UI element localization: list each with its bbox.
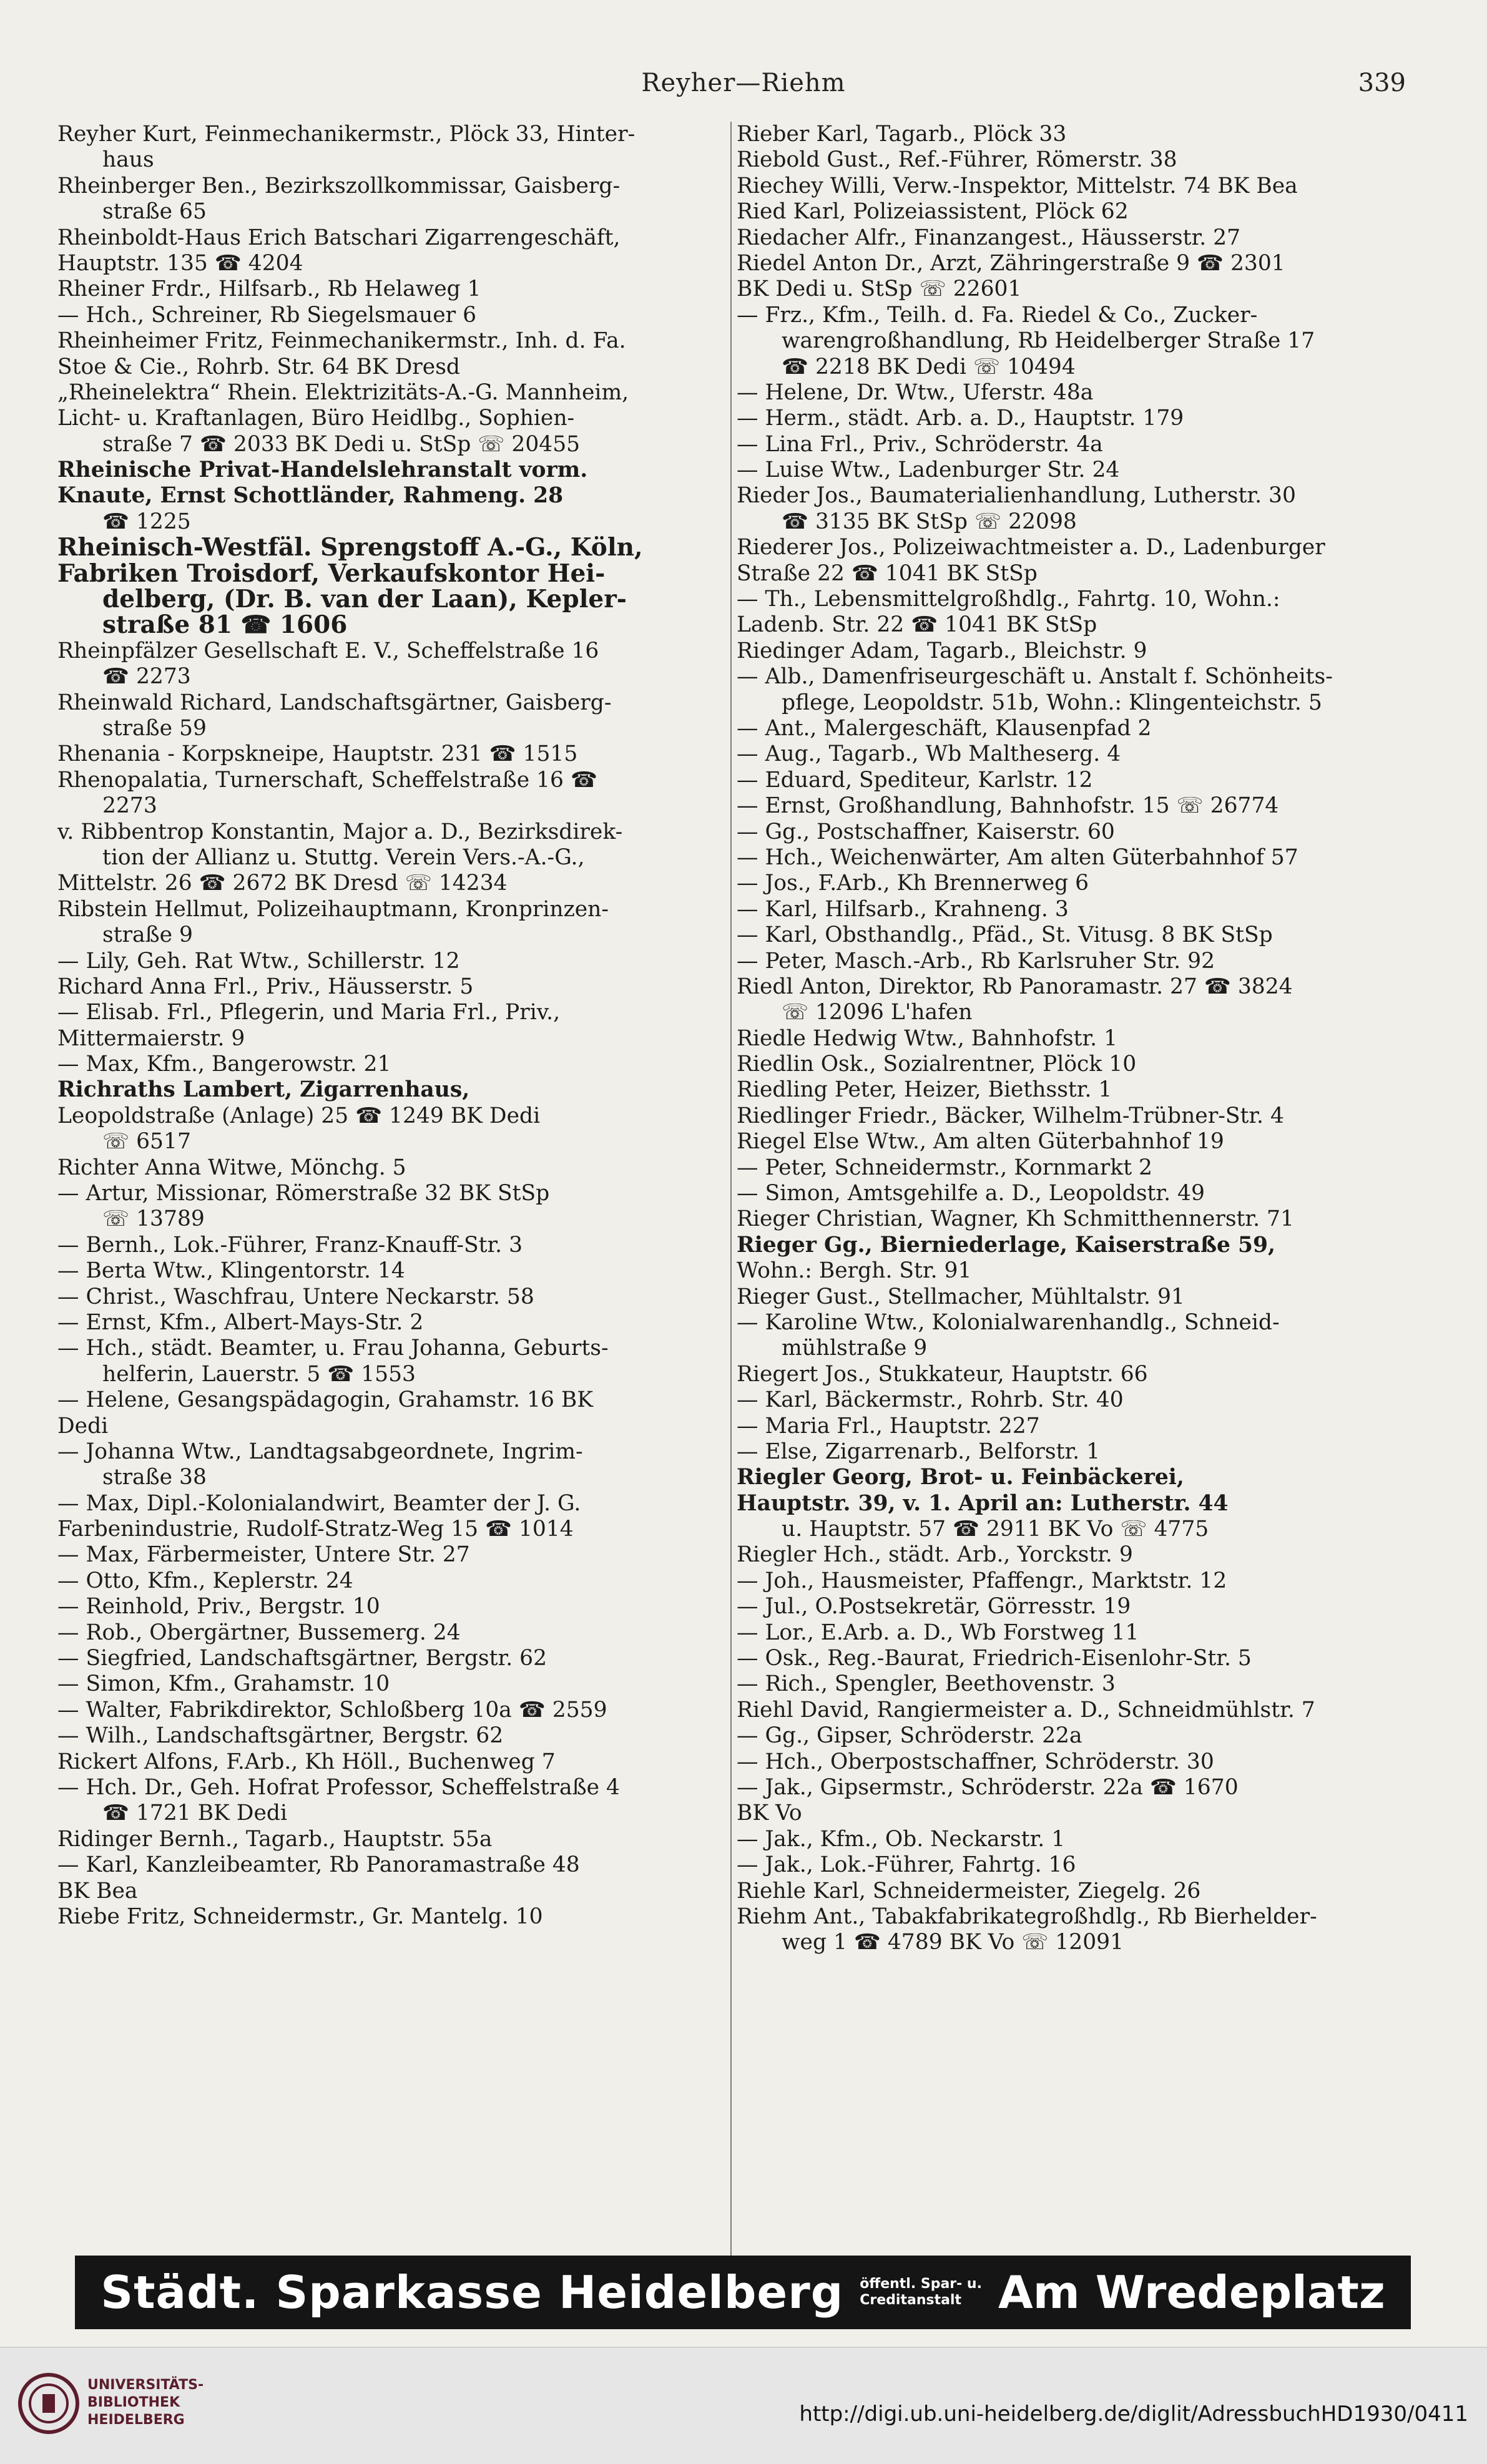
directory-entry-line: straße 7 ☎ 2033 BK Dedi u. StSp ☏ 20455	[102, 431, 581, 457]
directory-entry-line: — Ernst, Großhandlung, Bahnhofstr. 15 ☏ 26774	[737, 793, 1279, 819]
directory-entry-line: haus	[102, 147, 154, 173]
directory-entry-line: pflege, Leopoldstr. 51b, Wohn.: Klingenteichstr. 5	[782, 690, 1322, 715]
directory-entry-line: Rheiner Frdr., Hilfsarb., Rb Helaweg 1	[57, 276, 481, 302]
directory-entry-line: Rheinberger Ben., Bezirkszollkommissar, Gaisberg-	[57, 173, 621, 198]
directory-entry-line: — Max, Kfm., Bangerowstr. 21	[57, 1052, 391, 1077]
library-name-line-2: BIBLIOTHEK	[87, 2395, 180, 2410]
advertisement-banner	[75, 2256, 1411, 2329]
directory-entry-line: Riehm Ant., Tabakfabrikategroßhdlg., Rb Bierhelder-	[737, 1904, 1317, 1929]
directory-entry-line: — Johanna Wtw., Landtagsabgeordnete, Ingrim-	[57, 1439, 583, 1464]
directory-entry-line: Ribstein Hellmut, Polizeihauptmann, Kronprinzen-	[57, 896, 609, 922]
directory-entry-line: — Herm., städt. Arb. a. D., Hauptstr. 179	[737, 406, 1184, 431]
ad-middle-line-2: Creditanstalt	[860, 2292, 962, 2308]
directory-entry-line: Hauptstr. 39, v. 1. April an: Lutherstr. 44	[737, 1490, 1229, 1516]
directory-entry-line: ☎ 1721 BK Dedi	[102, 1801, 287, 1826]
directory-entry-line: straße 38	[102, 1465, 207, 1490]
viewer-footer	[0, 2347, 1487, 2464]
directory-entry-line: Hauptstr. 135 ☎ 4204	[57, 250, 303, 276]
directory-entry-line: — Berta Wtw., Klingentorstr. 14	[57, 1258, 405, 1284]
directory-entry-line: Ridinger Bernh., Tagarb., Hauptstr. 55a	[57, 1826, 493, 1852]
directory-entry-line: Rhenopalatia, Turnerschaft, Scheffelstraße 16 ☎	[57, 767, 597, 793]
directory-entry-line: — Lina Frl., Priv., Schröderstr. 4a	[737, 431, 1103, 457]
directory-entry-line: — Jos., F.Arb., Kh Brennerweg 6	[737, 871, 1089, 896]
directory-entry-line: Riechey Willi, Verw.-Inspektor, Mittelstr. 74 BK Bea	[737, 173, 1298, 198]
directory-entry-line: Rheinisch-Westfäl. Sprengstoff A.-G., Köln,	[57, 533, 643, 562]
directory-entry-line: — Karl, Hilfsarb., Krahneng. 3	[737, 896, 1069, 922]
directory-entry-line: helferin, Lauerstr. 5 ☎ 1553	[102, 1361, 416, 1387]
directory-entry-line: ☏ 13789	[102, 1206, 205, 1232]
directory-entry-line: — Lily, Geh. Rat Wtw., Schillerstr. 12	[57, 948, 460, 974]
directory-entry-line: — Lor., E.Arb. a. D., Wb Forstweg 11	[737, 1620, 1139, 1645]
directory-entry-line: „Rheinelektra“ Rhein. Elektrizitäts-A.-G. Mannheim,	[57, 379, 629, 405]
directory-entry-line: — Artur, Missionar, Römerstraße 32 BK StSp	[57, 1181, 550, 1206]
directory-entry-line: Rheinische Privat-Handelslehranstalt vorm.	[57, 457, 588, 483]
directory-entry-line: BK Dedi u. StSp ☏ 22601	[737, 276, 1022, 302]
ad-middle-text	[860, 2276, 982, 2309]
directory-entry-line: Riehle Karl, Schneidermeister, Ziegelg. 26	[737, 1878, 1201, 1904]
directory-entry-line: Wohn.: Bergh. Str. 91	[737, 1258, 972, 1284]
ad-left-text: Städt. Sparkasse Heidelberg	[101, 2266, 844, 2319]
directory-entry-line: — Alb., Damenfriseurgeschäft u. Anstalt f. Schönheits-	[737, 664, 1333, 690]
directory-entry-line: — Aug., Tagarb., Wb Maltheserg. 4	[737, 741, 1121, 767]
directory-entry-line: Rieger Christian, Wagner, Kh Schmitthennerstr. 71	[737, 1206, 1294, 1232]
ad-middle-line-1: öffentl. Spar- u.	[860, 2276, 982, 2292]
directory-entry-line: Mittermaierstr. 9	[57, 1025, 245, 1051]
directory-entry-line: — Max, Dipl.-Kolonialandwirt, Beamter der J. G.	[57, 1490, 581, 1516]
directory-entry-line: — Simon, Amtsgehilfe a. D., Leopoldstr. 49	[737, 1181, 1205, 1206]
directory-entry-line: Richter Anna Witwe, Mönchg. 5	[57, 1155, 406, 1180]
directory-entry-line: — Helene, Dr. Wtw., Uferstr. 48a	[737, 379, 1094, 405]
directory-entry-line: Riegler Hch., städt. Arb., Yorckstr. 9	[737, 1542, 1133, 1568]
directory-entry-line: ☎ 3135 BK StSp ☏ 22098	[782, 509, 1077, 534]
directory-entry-line: Riegel Else Wtw., Am alten Güterbahnhof 19	[737, 1129, 1224, 1155]
source-url-link[interactable]: http://digi.ub.uni-heidelberg.de/diglit/AdressbuchHD1930/0411	[799, 2402, 1468, 2427]
directory-entry-line: straße 9	[102, 922, 194, 948]
directory-entry-line: — Christ., Waschfrau, Untere Neckarstr. 58	[57, 1284, 534, 1309]
directory-entry-line: ☎ 2273	[102, 664, 191, 690]
directory-entry-line: — Helene, Gesangspädagogin, Grahamstr. 16 BK	[57, 1387, 594, 1413]
directory-entry-line: — Peter, Schneidermstr., Kornmarkt 2	[737, 1155, 1152, 1180]
left-column	[57, 122, 682, 1930]
directory-entry-line: — Ant., Malergeschäft, Klausenpfad 2	[737, 715, 1152, 741]
directory-entry-line: — Frz., Kfm., Teilh. d. Fa. Riedel & Co., Zucker-	[737, 302, 1258, 328]
directory-entry-line: — Rich., Spengler, Beethovenstr. 3	[737, 1671, 1116, 1697]
directory-entry-line: — Gg., Gipser, Schröderstr. 22a	[737, 1723, 1082, 1749]
directory-entry-line: Rheinboldt-Haus Erich Batschari Zigarrengeschäft,	[57, 225, 621, 250]
directory-entry-line: mühlstraße 9	[782, 1336, 928, 1361]
directory-entry-line: — Reinhold, Priv., Bergstr. 10	[57, 1594, 380, 1620]
directory-entry-line: Rhenania - Korpskneipe, Hauptstr. 231 ☎ 1515	[57, 741, 578, 767]
directory-entry-line: — Hch. Dr., Geh. Hofrat Professor, Scheffelstraße 4	[57, 1775, 620, 1800]
directory-entry-line: Fabriken Troisdorf, Verkaufskontor Hei-	[57, 559, 606, 588]
directory-entry-line: ☏ 12096 L'hafen	[782, 1000, 973, 1025]
page-number: 339	[1358, 69, 1406, 97]
directory-entry-line: — Elisab. Frl., Pflegerin, und Maria Frl., Priv.,	[57, 1000, 561, 1025]
directory-entry-line: v. Ribbentrop Konstantin, Major a. D., Bezirksdirek-	[57, 819, 623, 844]
library-name-line-3: HEIDELBERG	[87, 2412, 185, 2428]
ad-right-text: Am Wredeplatz	[998, 2266, 1385, 2319]
directory-entry-line: — Karl, Obsthandlg., Pfäd., St. Vitusg. 8 BK StSp	[737, 922, 1273, 948]
directory-entry-line: — Hch., Schreiner, Rb Siegelsmauer 6	[57, 302, 477, 328]
running-head: Reyher—Riehm	[641, 69, 846, 97]
directory-entry-line: Riedlin Osk., Sozialrentner, Plöck 10	[737, 1052, 1137, 1077]
column-divider	[730, 122, 732, 2262]
directory-entry-line: Straße 22 ☎ 1041 BK StSp	[737, 560, 1038, 586]
directory-entry-line: Rheinheimer Fritz, Feinmechanikermstr., Inh. d. Fa.	[57, 328, 626, 354]
directory-entry-line: — Otto, Kfm., Keplerstr. 24	[57, 1568, 353, 1593]
directory-entry-line: Riebe Fritz, Schneidermstr., Gr. Mantelg. 10	[57, 1904, 543, 1929]
directory-entry-line: — Max, Färbermeister, Untere Str. 27	[57, 1542, 470, 1568]
directory-entry-line: Rieder Jos., Baumaterialienhandlung, Lutherstr. 30	[737, 483, 1296, 509]
directory-entry-line: — Karl, Kanzleibeamter, Rb Panoramastraße 48	[57, 1852, 580, 1878]
directory-entry-line: Rheinpfälzer Gesellschaft E. V., Scheffelstraße 16	[57, 638, 599, 663]
directory-entry-line: Rickert Alfons, F.Arb., Kh Höll., Buchenweg 7	[57, 1749, 556, 1774]
directory-entry-line: — Walter, Fabrikdirektor, Schloßberg 10a ☎ 2559	[57, 1697, 607, 1723]
directory-entry-line: — Ernst, Kfm., Albert-Mays-Str. 2	[57, 1309, 424, 1335]
directory-entry-line: delberg, (Dr. B. van der Laan), Kepler-	[102, 585, 627, 614]
library-seal-icon	[17, 2369, 80, 2438]
directory-entry-line: Richraths Lambert, Zigarrenhaus,	[57, 1077, 470, 1103]
directory-entry-line: Rheinwald Richard, Landschaftsgärtner, Gaisberg-	[57, 690, 612, 715]
directory-entry-line: Leopoldstraße (Anlage) 25 ☎ 1249 BK Dedi	[57, 1103, 541, 1128]
directory-entry-line: Dedi	[57, 1413, 109, 1439]
directory-entry-line: ☏ 6517	[102, 1129, 191, 1155]
directory-entry-line: Ladenb. Str. 22 ☎ 1041 BK StSp	[737, 612, 1097, 638]
directory-entry-line: — Jak., Gipsermstr., Schröderstr. 22a ☎ 1670	[737, 1775, 1239, 1800]
directory-entry-line: BK Vo	[737, 1801, 802, 1826]
library-name-line-1: UNIVERSITÄTS-	[87, 2377, 204, 2393]
directory-entry-line: Mittelstr. 26 ☎ 2672 BK Dresd ☏ 14234	[57, 871, 508, 896]
directory-entry-line: 2273	[102, 793, 157, 819]
directory-entry-line: Reyher Kurt, Feinmechanikermstr., Plöck 33, Hinter-	[57, 122, 636, 147]
directory-entry-line: — Karl, Bäckermstr., Rohrb. Str. 40	[737, 1387, 1124, 1413]
directory-entry-line: straße 59	[102, 715, 207, 741]
directory-entry-line: Licht- u. Kraftanlagen, Büro Heidlbg., Sophien-	[57, 406, 575, 431]
library-name	[87, 2377, 204, 2429]
directory-entry-line: Riehl David, Rangiermeister a. D., Schneidmühlstr. 7	[737, 1697, 1315, 1723]
directory-entry-line: — Luise Wtw., Ladenburger Str. 24	[737, 457, 1120, 483]
directory-entry-line: — Bernh., Lok.-Führer, Franz-Knauff-Str. 3	[57, 1232, 523, 1258]
directory-entry-line: — Joh., Hausmeister, Pfaffengr., Marktstr. 12	[737, 1568, 1227, 1593]
directory-entry-line: ☎ 1225	[102, 509, 191, 534]
directory-entry-line: — Hch., Weichenwärter, Am alten Güterbahnhof 57	[737, 844, 1298, 870]
directory-entry-line: Riebold Gust., Ref.-Führer, Römerstr. 38	[737, 147, 1177, 173]
directory-entry-line: — Jak., Kfm., Ob. Neckarstr. 1	[737, 1826, 1066, 1852]
directory-entry-line: warengroßhandlung, Rb Heidelberger Straße 17	[782, 328, 1315, 354]
directory-entry-line: weg 1 ☎ 4789 BK Vo ☏ 12091	[782, 1930, 1124, 1955]
directory-entry-line: Rieger Gust., Stellmacher, Mühltalstr. 91	[737, 1284, 1185, 1309]
directory-entry-line: — Osk., Reg.-Baurat, Friedrich-Eisenlohr-Str. 5	[737, 1646, 1252, 1671]
directory-entry-line: — Simon, Kfm., Grahamstr. 10	[57, 1671, 390, 1697]
directory-entry-line: Riegert Jos., Stukkateur, Hauptstr. 66	[737, 1361, 1148, 1387]
directory-entry-line: Riedinger Adam, Tagarb., Bleichstr. 9	[737, 638, 1147, 663]
directory-entry-line: u. Hauptstr. 57 ☎ 2911 BK Vo ☏ 4775	[782, 1517, 1209, 1542]
directory-entry-line: Knaute, Ernst Schottländer, Rahmeng. 28	[57, 483, 564, 509]
page-header	[75, 62, 1412, 106]
directory-entry-line: Riedle Hedwig Wtw., Bahnhofstr. 1	[737, 1025, 1118, 1051]
directory-entry-line: Rieger Gg., Bierniederlage, Kaiserstraße 59,	[737, 1232, 1276, 1258]
directory-entry-line: — Rob., Obergärtner, Bussemerg. 24	[57, 1620, 461, 1645]
directory-entry-line: — Hch., städt. Beamter, u. Frau Johanna, Geburts-	[57, 1336, 609, 1361]
directory-entry-line: Riedl Anton, Direktor, Rb Panoramastr. 27 ☎ 3824	[737, 974, 1293, 999]
directory-entry-line: Ried Karl, Polizeiassistent, Plöck 62	[737, 199, 1129, 225]
directory-entry-line: — Jak., Lok.-Führer, Fahrtg. 16	[737, 1852, 1076, 1878]
directory-entry-line: Rieber Karl, Tagarb., Plöck 33	[737, 122, 1067, 147]
directory-entry-line: — Wilh., Landschaftsgärtner, Bergstr. 62	[57, 1723, 504, 1749]
directory-entry-line: — Gg., Postschaffner, Kaiserstr. 60	[737, 819, 1115, 844]
directory-entry-line: Riegler Georg, Brot- u. Feinbäckerei,	[737, 1465, 1184, 1490]
directory-entry-line: Stoe & Cie., Rohrb. Str. 64 BK Dresd	[57, 354, 461, 379]
directory-entry-line: ☎ 2218 BK Dedi ☏ 10494	[782, 354, 1076, 379]
directory-entry-line: straße 65	[102, 199, 207, 225]
directory-entry-line: Riedel Anton Dr., Arzt, Zähringerstraße 9 ☎ 2301	[737, 250, 1285, 276]
directory-entry-line: Riedlinger Friedr., Bäcker, Wilhelm-Trübner-Str. 4	[737, 1103, 1284, 1128]
directory-entry-line: — Peter, Masch.-Arb., Rb Karlsruher Str. 92	[737, 948, 1215, 974]
directory-entry-line: Riederer Jos., Polizeiwachtmeister a. D., Ladenburger	[737, 535, 1325, 560]
directory-entry-line: — Hch., Oberpostschaffner, Schröderstr. 30	[737, 1749, 1214, 1774]
directory-entry-line: — Karoline Wtw., Kolonialwarenhandlg., Schneid-	[737, 1309, 1280, 1335]
directory-entry-line: straße 81 ☎ 1606	[102, 610, 348, 640]
directory-entry-line: — Maria Frl., Hauptstr. 227	[737, 1413, 1040, 1439]
directory-entry-line: — Siegfried, Landschaftsgärtner, Bergstr. 62	[57, 1646, 547, 1671]
right-column	[737, 122, 1392, 1956]
directory-entry-line: BK Bea	[57, 1878, 138, 1904]
directory-entry-line: — Else, Zigarrenarb., Belforstr. 1	[737, 1439, 1101, 1464]
directory-entry-line: — Eduard, Spediteur, Karlstr. 12	[737, 767, 1093, 793]
directory-entry-line: — Jul., O.Postsekretär, Görresstr. 19	[737, 1594, 1131, 1620]
directory-entry-line: Farbenindustrie, Rudolf-Stratz-Weg 15 ☎ 1014	[57, 1517, 574, 1542]
directory-entry-line: — Th., Lebensmittelgroßhdlg., Fahrtg. 10, Wohn.:	[737, 587, 1280, 612]
directory-entry-line: Riedling Peter, Heizer, Biethsstr. 1	[737, 1077, 1112, 1103]
directory-entry-line: Richard Anna Frl., Priv., Häusserstr. 5	[57, 974, 474, 999]
directory-entry-line: tion der Allianz u. Stuttg. Verein Vers.-A.-G.,	[102, 844, 585, 870]
directory-entry-line: Riedacher Alfr., Finanzangest., Häusserstr. 27	[737, 225, 1241, 250]
